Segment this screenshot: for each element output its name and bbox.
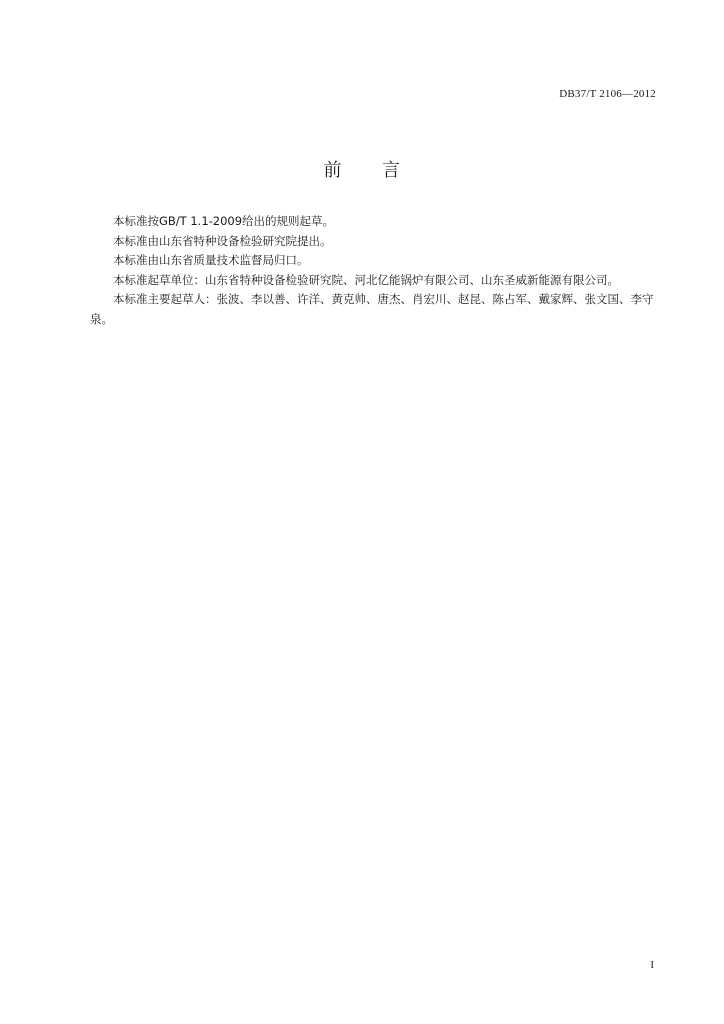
paragraph-drafting-rules: 本标准按GB/T 1.1-2009给出的规则起草。 (113, 214, 335, 228)
page-title (0, 156, 724, 182)
title-char-2: 言 (382, 160, 401, 181)
title-char-1: 前 (323, 160, 342, 181)
foreword-body (90, 212, 658, 330)
page-number: I (650, 959, 654, 971)
paragraph-drafters: 本标准主要起草人：张波、李以善、许洋、黄克帅、唐杰、肖宏川、赵昆、陈占军、戴家辉、张文国、李守泉。 (90, 292, 654, 326)
paragraph-drafting-units: 本标准起草单位：山东省特种设备检验研究院、河北亿能锅炉有限公司、山东圣威新能源有限公司。 (113, 272, 619, 287)
paragraph-proposer: 本标准由山东省特种设备检验研究院提出。 (113, 233, 332, 248)
document-code: DB37/T 2106—2012 (559, 88, 656, 100)
paragraph-administration: 本标准由山东省质量技术监督局归口。 (113, 253, 309, 268)
